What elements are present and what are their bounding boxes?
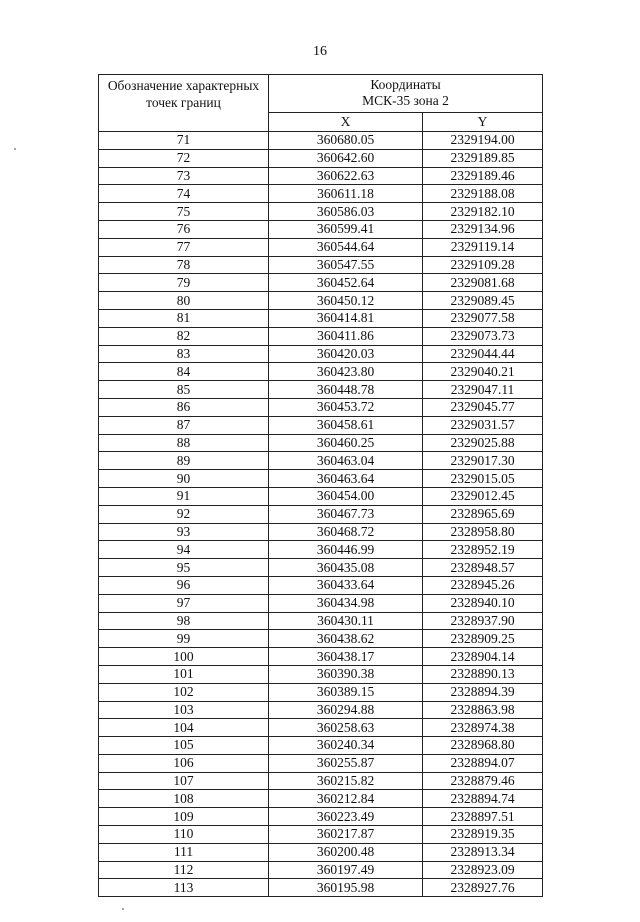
table-row [99, 719, 543, 737]
table-row [99, 861, 543, 879]
y-coordinate-cell: 2329089.45 [423, 292, 543, 310]
y-coordinate-cell: 2329031.57 [423, 416, 543, 434]
y-coordinate-cell: 2328952.19 [423, 541, 543, 559]
table-row [99, 630, 543, 648]
x-coordinate-cell: 360212.84 [269, 790, 423, 808]
x-coordinate-cell: 360438.62 [269, 630, 423, 648]
point-id-cell: 113 [99, 879, 269, 897]
scan-speck [122, 908, 124, 910]
point-id-cell: 100 [99, 648, 269, 666]
x-coordinate-cell: 360454.00 [269, 487, 423, 505]
x-coordinate-cell: 360680.05 [269, 132, 423, 150]
point-id-cell: 72 [99, 149, 269, 167]
y-coordinate-cell: 2329109.28 [423, 256, 543, 274]
table-row [99, 327, 543, 345]
x-coordinate-cell: 360389.15 [269, 683, 423, 701]
x-coordinate-cell: 360642.60 [269, 149, 423, 167]
y-coordinate-cell: 2329189.85 [423, 149, 543, 167]
y-coordinate-cell: 2329012.45 [423, 487, 543, 505]
table-row [99, 843, 543, 861]
y-coordinate-cell: 2328968.80 [423, 737, 543, 755]
table-row [99, 149, 543, 167]
x-coordinate-cell: 360423.80 [269, 363, 423, 381]
table-row [99, 203, 543, 221]
x-coordinate-cell: 360200.48 [269, 843, 423, 861]
point-id-cell: 89 [99, 452, 269, 470]
point-id-cell: 94 [99, 541, 269, 559]
points-column-header: Обозначение характерных точек границ [99, 75, 269, 132]
y-coordinate-cell: 2329134.96 [423, 220, 543, 238]
x-coordinate-cell: 360544.64 [269, 238, 423, 256]
x-coordinate-cell: 360467.73 [269, 505, 423, 523]
x-coordinate-cell: 360433.64 [269, 576, 423, 594]
x-coordinate-cell: 360458.61 [269, 416, 423, 434]
x-coordinate-cell: 360390.38 [269, 665, 423, 683]
point-id-cell: 101 [99, 665, 269, 683]
y-coordinate-cell: 2329188.08 [423, 185, 543, 203]
x-coordinate-cell: 360223.49 [269, 808, 423, 826]
point-id-cell: 83 [99, 345, 269, 363]
x-coordinate-cell: 360453.72 [269, 398, 423, 416]
x-coordinate-cell: 360586.03 [269, 203, 423, 221]
point-id-cell: 93 [99, 523, 269, 541]
table-row [99, 505, 543, 523]
point-id-cell: 110 [99, 826, 269, 844]
x-coordinate-cell: 360414.81 [269, 309, 423, 327]
x-coordinate-cell: 360599.41 [269, 220, 423, 238]
x-coordinate-cell: 360446.99 [269, 541, 423, 559]
point-id-cell: 111 [99, 843, 269, 861]
coordinate-system: МСК-35 зона 2 [362, 93, 449, 108]
y-coordinate-cell: 2328909.25 [423, 630, 543, 648]
y-coordinate-cell: 2329047.11 [423, 381, 543, 399]
point-id-cell: 87 [99, 416, 269, 434]
x-coordinate-cell: 360294.88 [269, 701, 423, 719]
table-row [99, 665, 543, 683]
point-id-cell: 76 [99, 220, 269, 238]
table-row [99, 309, 543, 327]
table-row [99, 238, 543, 256]
point-id-cell: 86 [99, 398, 269, 416]
table-row [99, 452, 543, 470]
y-coordinate-cell: 2329081.68 [423, 274, 543, 292]
x-coordinate-cell: 360411.86 [269, 327, 423, 345]
point-id-cell: 106 [99, 754, 269, 772]
point-id-cell: 85 [99, 381, 269, 399]
table-row [99, 790, 543, 808]
point-id-cell: 99 [99, 630, 269, 648]
x-coordinate-cell: 360195.98 [269, 879, 423, 897]
y-coordinate-cell: 2328937.90 [423, 612, 543, 630]
point-id-cell: 92 [99, 505, 269, 523]
table-row [99, 701, 543, 719]
y-coordinate-cell: 2329077.58 [423, 309, 543, 327]
x-coordinate-cell: 360197.49 [269, 861, 423, 879]
scan-speck [14, 148, 16, 150]
y-column-header: Y [423, 113, 543, 132]
point-id-cell: 74 [99, 185, 269, 203]
table-row [99, 345, 543, 363]
table-row [99, 470, 543, 488]
table-row [99, 363, 543, 381]
x-coordinate-cell: 360434.98 [269, 594, 423, 612]
point-id-cell: 90 [99, 470, 269, 488]
x-coordinate-cell: 360438.17 [269, 648, 423, 666]
table-header [99, 75, 543, 132]
x-coordinate-cell: 360463.04 [269, 452, 423, 470]
table-row [99, 523, 543, 541]
point-id-cell: 104 [99, 719, 269, 737]
point-id-cell: 105 [99, 737, 269, 755]
table-row [99, 185, 543, 203]
x-coordinate-cell: 360255.87 [269, 754, 423, 772]
y-coordinate-cell: 2328897.51 [423, 808, 543, 826]
point-id-cell: 75 [99, 203, 269, 221]
y-coordinate-cell: 2328948.57 [423, 559, 543, 577]
point-id-cell: 88 [99, 434, 269, 452]
x-coordinate-cell: 360547.55 [269, 256, 423, 274]
point-id-cell: 109 [99, 808, 269, 826]
table-row [99, 541, 543, 559]
point-id-cell: 98 [99, 612, 269, 630]
point-id-cell: 80 [99, 292, 269, 310]
table-row [99, 292, 543, 310]
point-id-cell: 73 [99, 167, 269, 185]
table-row [99, 683, 543, 701]
x-coordinate-cell: 360452.64 [269, 274, 423, 292]
x-coordinate-cell: 360240.34 [269, 737, 423, 755]
table-body [99, 132, 543, 897]
y-coordinate-cell: 2328894.39 [423, 683, 543, 701]
x-coordinate-cell: 360448.78 [269, 381, 423, 399]
point-id-cell: 78 [99, 256, 269, 274]
y-coordinate-cell: 2329189.46 [423, 167, 543, 185]
table-row [99, 132, 543, 150]
table-row [99, 808, 543, 826]
point-id-cell: 112 [99, 861, 269, 879]
table-row [99, 559, 543, 577]
y-coordinate-cell: 2329119.14 [423, 238, 543, 256]
table-row [99, 398, 543, 416]
table-row [99, 754, 543, 772]
table-row [99, 612, 543, 630]
point-id-cell: 79 [99, 274, 269, 292]
point-id-cell: 91 [99, 487, 269, 505]
y-coordinate-cell: 2329194.00 [423, 132, 543, 150]
point-id-cell: 108 [99, 790, 269, 808]
y-coordinate-cell: 2329182.10 [423, 203, 543, 221]
y-coordinate-cell: 2328958.80 [423, 523, 543, 541]
y-coordinate-cell: 2328919.35 [423, 826, 543, 844]
point-id-cell: 97 [99, 594, 269, 612]
point-id-cell: 96 [99, 576, 269, 594]
table-row [99, 274, 543, 292]
coordinates-title: Координаты [370, 77, 441, 92]
table-row [99, 648, 543, 666]
x-coordinate-cell: 360215.82 [269, 772, 423, 790]
y-coordinate-cell: 2328894.74 [423, 790, 543, 808]
y-coordinate-cell: 2329015.05 [423, 470, 543, 488]
table-row [99, 772, 543, 790]
coordinates-table [98, 74, 543, 897]
point-id-cell: 95 [99, 559, 269, 577]
table-row [99, 576, 543, 594]
coordinates-column-header [269, 75, 543, 113]
x-coordinate-cell: 360435.08 [269, 559, 423, 577]
y-coordinate-cell: 2328890.13 [423, 665, 543, 683]
x-coordinate-cell: 360622.63 [269, 167, 423, 185]
x-coordinate-cell: 360450.12 [269, 292, 423, 310]
x-column-header: X [269, 113, 423, 132]
table-row [99, 416, 543, 434]
table-row [99, 381, 543, 399]
table-row [99, 826, 543, 844]
y-coordinate-cell: 2329044.44 [423, 345, 543, 363]
table-row [99, 487, 543, 505]
table-row [99, 167, 543, 185]
y-coordinate-cell: 2328863.98 [423, 701, 543, 719]
x-coordinate-cell: 360258.63 [269, 719, 423, 737]
point-id-cell: 81 [99, 309, 269, 327]
y-coordinate-cell: 2329040.21 [423, 363, 543, 381]
x-coordinate-cell: 360430.11 [269, 612, 423, 630]
table-row [99, 879, 543, 897]
y-coordinate-cell: 2329017.30 [423, 452, 543, 470]
y-coordinate-cell: 2328879.46 [423, 772, 543, 790]
y-coordinate-cell: 2328904.14 [423, 648, 543, 666]
table-row [99, 594, 543, 612]
y-coordinate-cell: 2328965.69 [423, 505, 543, 523]
y-coordinate-cell: 2329025.88 [423, 434, 543, 452]
y-coordinate-cell: 2329073.73 [423, 327, 543, 345]
table-row [99, 434, 543, 452]
y-coordinate-cell: 2328927.76 [423, 879, 543, 897]
table-row [99, 737, 543, 755]
y-coordinate-cell: 2328923.09 [423, 861, 543, 879]
x-coordinate-cell: 360611.18 [269, 185, 423, 203]
table-row [99, 256, 543, 274]
point-id-cell: 84 [99, 363, 269, 381]
point-id-cell: 77 [99, 238, 269, 256]
x-coordinate-cell: 360420.03 [269, 345, 423, 363]
x-coordinate-cell: 360463.64 [269, 470, 423, 488]
x-coordinate-cell: 360460.25 [269, 434, 423, 452]
y-coordinate-cell: 2328974.38 [423, 719, 543, 737]
y-coordinate-cell: 2329045.77 [423, 398, 543, 416]
x-coordinate-cell: 360217.87 [269, 826, 423, 844]
y-coordinate-cell: 2328940.10 [423, 594, 543, 612]
point-id-cell: 103 [99, 701, 269, 719]
point-id-cell: 82 [99, 327, 269, 345]
page-number: 16 [313, 44, 327, 59]
point-id-cell: 107 [99, 772, 269, 790]
y-coordinate-cell: 2328894.07 [423, 754, 543, 772]
table-row [99, 220, 543, 238]
y-coordinate-cell: 2328945.26 [423, 576, 543, 594]
point-id-cell: 102 [99, 683, 269, 701]
point-id-cell: 71 [99, 132, 269, 150]
x-coordinate-cell: 360468.72 [269, 523, 423, 541]
y-coordinate-cell: 2328913.34 [423, 843, 543, 861]
